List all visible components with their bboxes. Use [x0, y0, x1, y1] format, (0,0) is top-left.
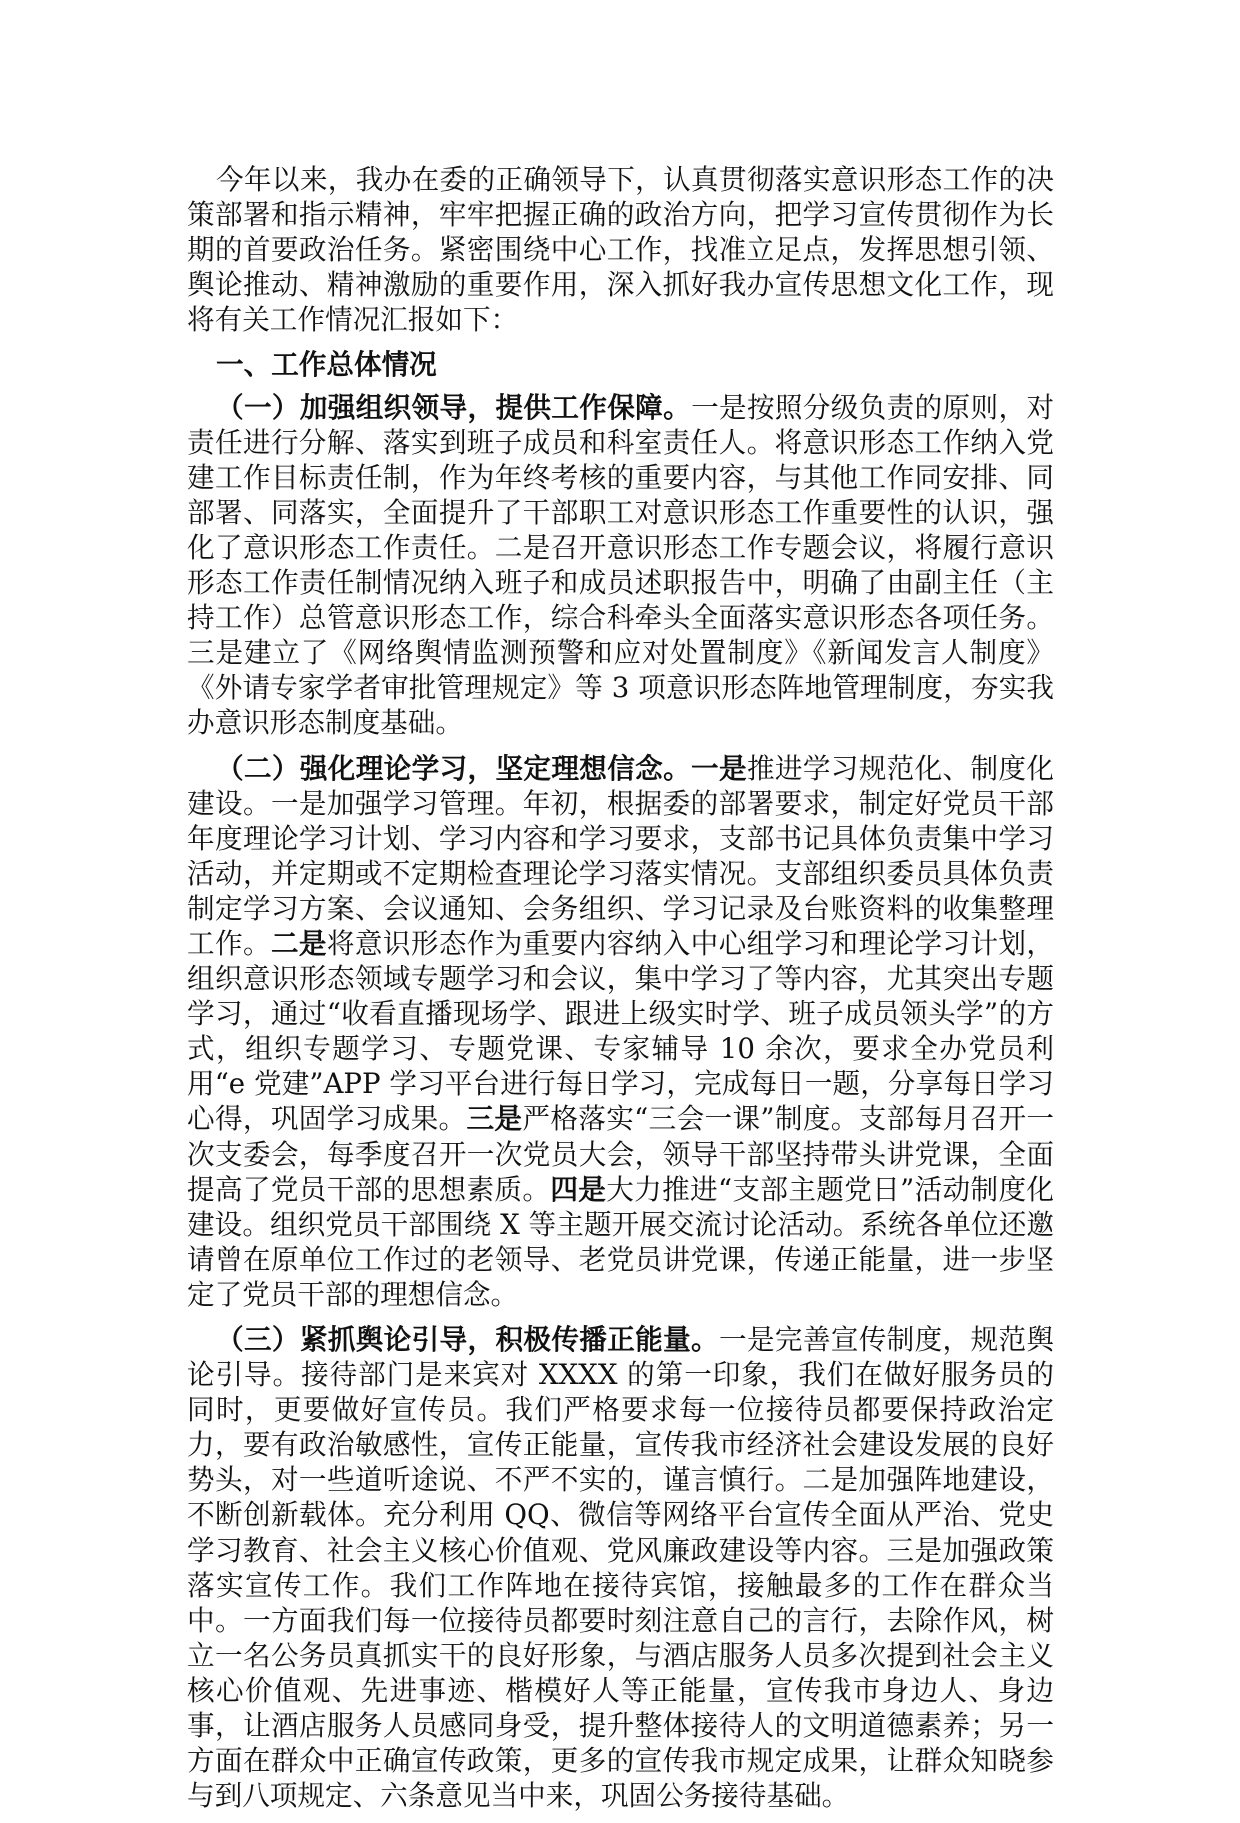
paragraph-body: 一是完善宣传制度，规范舆论引导。接待部门是来宾对 XXXX 的第一印象，我们在做好服务员的同时，更要做好宣传员。我们严格要求每一位接待员都要保持政治定力，要有政治敏感性，宣传正能量，宣传我市经济社会建设发展的良好势头，对一些道听途说、不严不实的，谨言慎行。二是加强阵地建设，不断创新载体。充分利用 QQ、微信等网络平台宣传全面从严治、党史学习教育、社会主义核心价值观、党风廉政建设等内容。三是加强政策落实宣传工作。我们工作阵地在接待宾馆，接触最多的工作在群众当中。一方面我们每一位接待员都要时刻注意自己的言行，去除作风，树立一名公务员真抓实干的良好形象，与酒店服务人员多次提到社会主义核心价值观、先进事迹、楷模好人等正能量，宣传我市身边人、身边事，让酒店服务人员感同身受，提升整体接待人的文明道德素养；另一方面在群众中正确宣传政策，更多的宣传我市规定成果，让群众知晓参与到八项规定、六条意见当中来，巩固公务接待基础。 — [187, 1323, 1054, 1813]
paragraph-organization-leadership — [187, 390, 1054, 741]
paragraph-body: 大力推进“支部主题党日”活动制度化建设。组织党员干部围绕 X 等主题开展交流讨论活动。系统各单位还邀请曾在原单位工作过的老领导、老党员讲党课，传递正能量，进一步坚定了党员干部的理想信念。 — [187, 1172, 1054, 1311]
paragraph-body: 严格落实“三会一课”制度。支部每月召开一次支委会，每季度召开一次党员大会，领导干部坚持带头讲党课，全面提高了党员干部的思想素质。 — [187, 1102, 1054, 1206]
paragraph-public-opinion — [187, 1322, 1054, 1813]
paragraph-body: 一是按照分级负责的原则，对责任进行分解、落实到班子成员和科室责任人。将意识形态工作纳入党建工作目标责任制，作为年终考核的重要内容，与其他工作同安排、同部署、同落实，全面提升了干部职工对意识形态工作重要性的认识，强化了意识形态工作责任。二是召开意识形态工作专题会议，将履行意识形态工作责任制情况纳入班子和成员述职报告中，明确了由副主任（主持工作）总管意识形态工作，综合科牵头全面落实意识形态各项任务。三是建立了《网络舆情监测预警和应对处置制度》《新闻发言人制度》《外请专家学者审批管理规定》等 3 项意识形态阵地管理制度，夯实我办意识形态制度基础。 — [187, 390, 1054, 740]
document-page — [187, 162, 1054, 1823]
paragraph-theory-study — [187, 751, 1054, 1313]
paragraph-title: （三）紧抓舆论引导，积极传播正能量。 — [216, 1323, 719, 1356]
paragraph-title: （一）加强组织领导，提供工作保障。 — [216, 390, 692, 424]
intro-paragraph — [187, 162, 1054, 337]
keyword-third: 三是 — [466, 1102, 523, 1136]
paragraph-title: （二）强化理论学习，坚定理想信念。一是 — [216, 751, 747, 785]
paragraph-body: 将意识形态作为重要内容纳入中心组学习和理论学习计划，组织意识形态领域专题学习和会议，集中学习了等内容，尤其突出专题学习，通过“收看直播现场学、跟进上级实时学、班子成员领头学”的方式，组织专题学习、专题党课、专家辅导 10 余次，要求全办党员利用“e 党建”APP 学习平台进行每日学习，完成每日一题，分享每日学习心得，巩固学习成果。 — [187, 926, 1054, 1136]
keyword-second: 二是 — [270, 926, 327, 960]
section-heading: 一、工作总体情况 — [216, 348, 437, 382]
paragraph-body: 推进学习规范化、制度化建设。一是加强学习管理。年初，根据委的部署要求，制定好党员干部年度理论学习计划、学习内容和学习要求，支部书记具体负责集中学习活动，并定期或不定期检查理论学习落实情况。支部组织委员具体负责制定学习方案、会议通知、会务组织、学习记录及台账资料的收集整理工作。 — [187, 751, 1054, 960]
intro-text: 今年以来，我办在委的正确领导下，认真贯彻落实意识形态工作的决策部署和指示精神，牢牢把握正确的政治方向，把学习宣传贯彻作为长期的首要政治任务。紧密围绕中心工作，找准立足点，发挥思想引领、舆论推动、精神激励的重要作用，深入抓好我办宣传思想文化工作，现将有关工作情况汇报如下： — [187, 163, 1054, 337]
keyword-fourth: 四是 — [550, 1172, 607, 1206]
